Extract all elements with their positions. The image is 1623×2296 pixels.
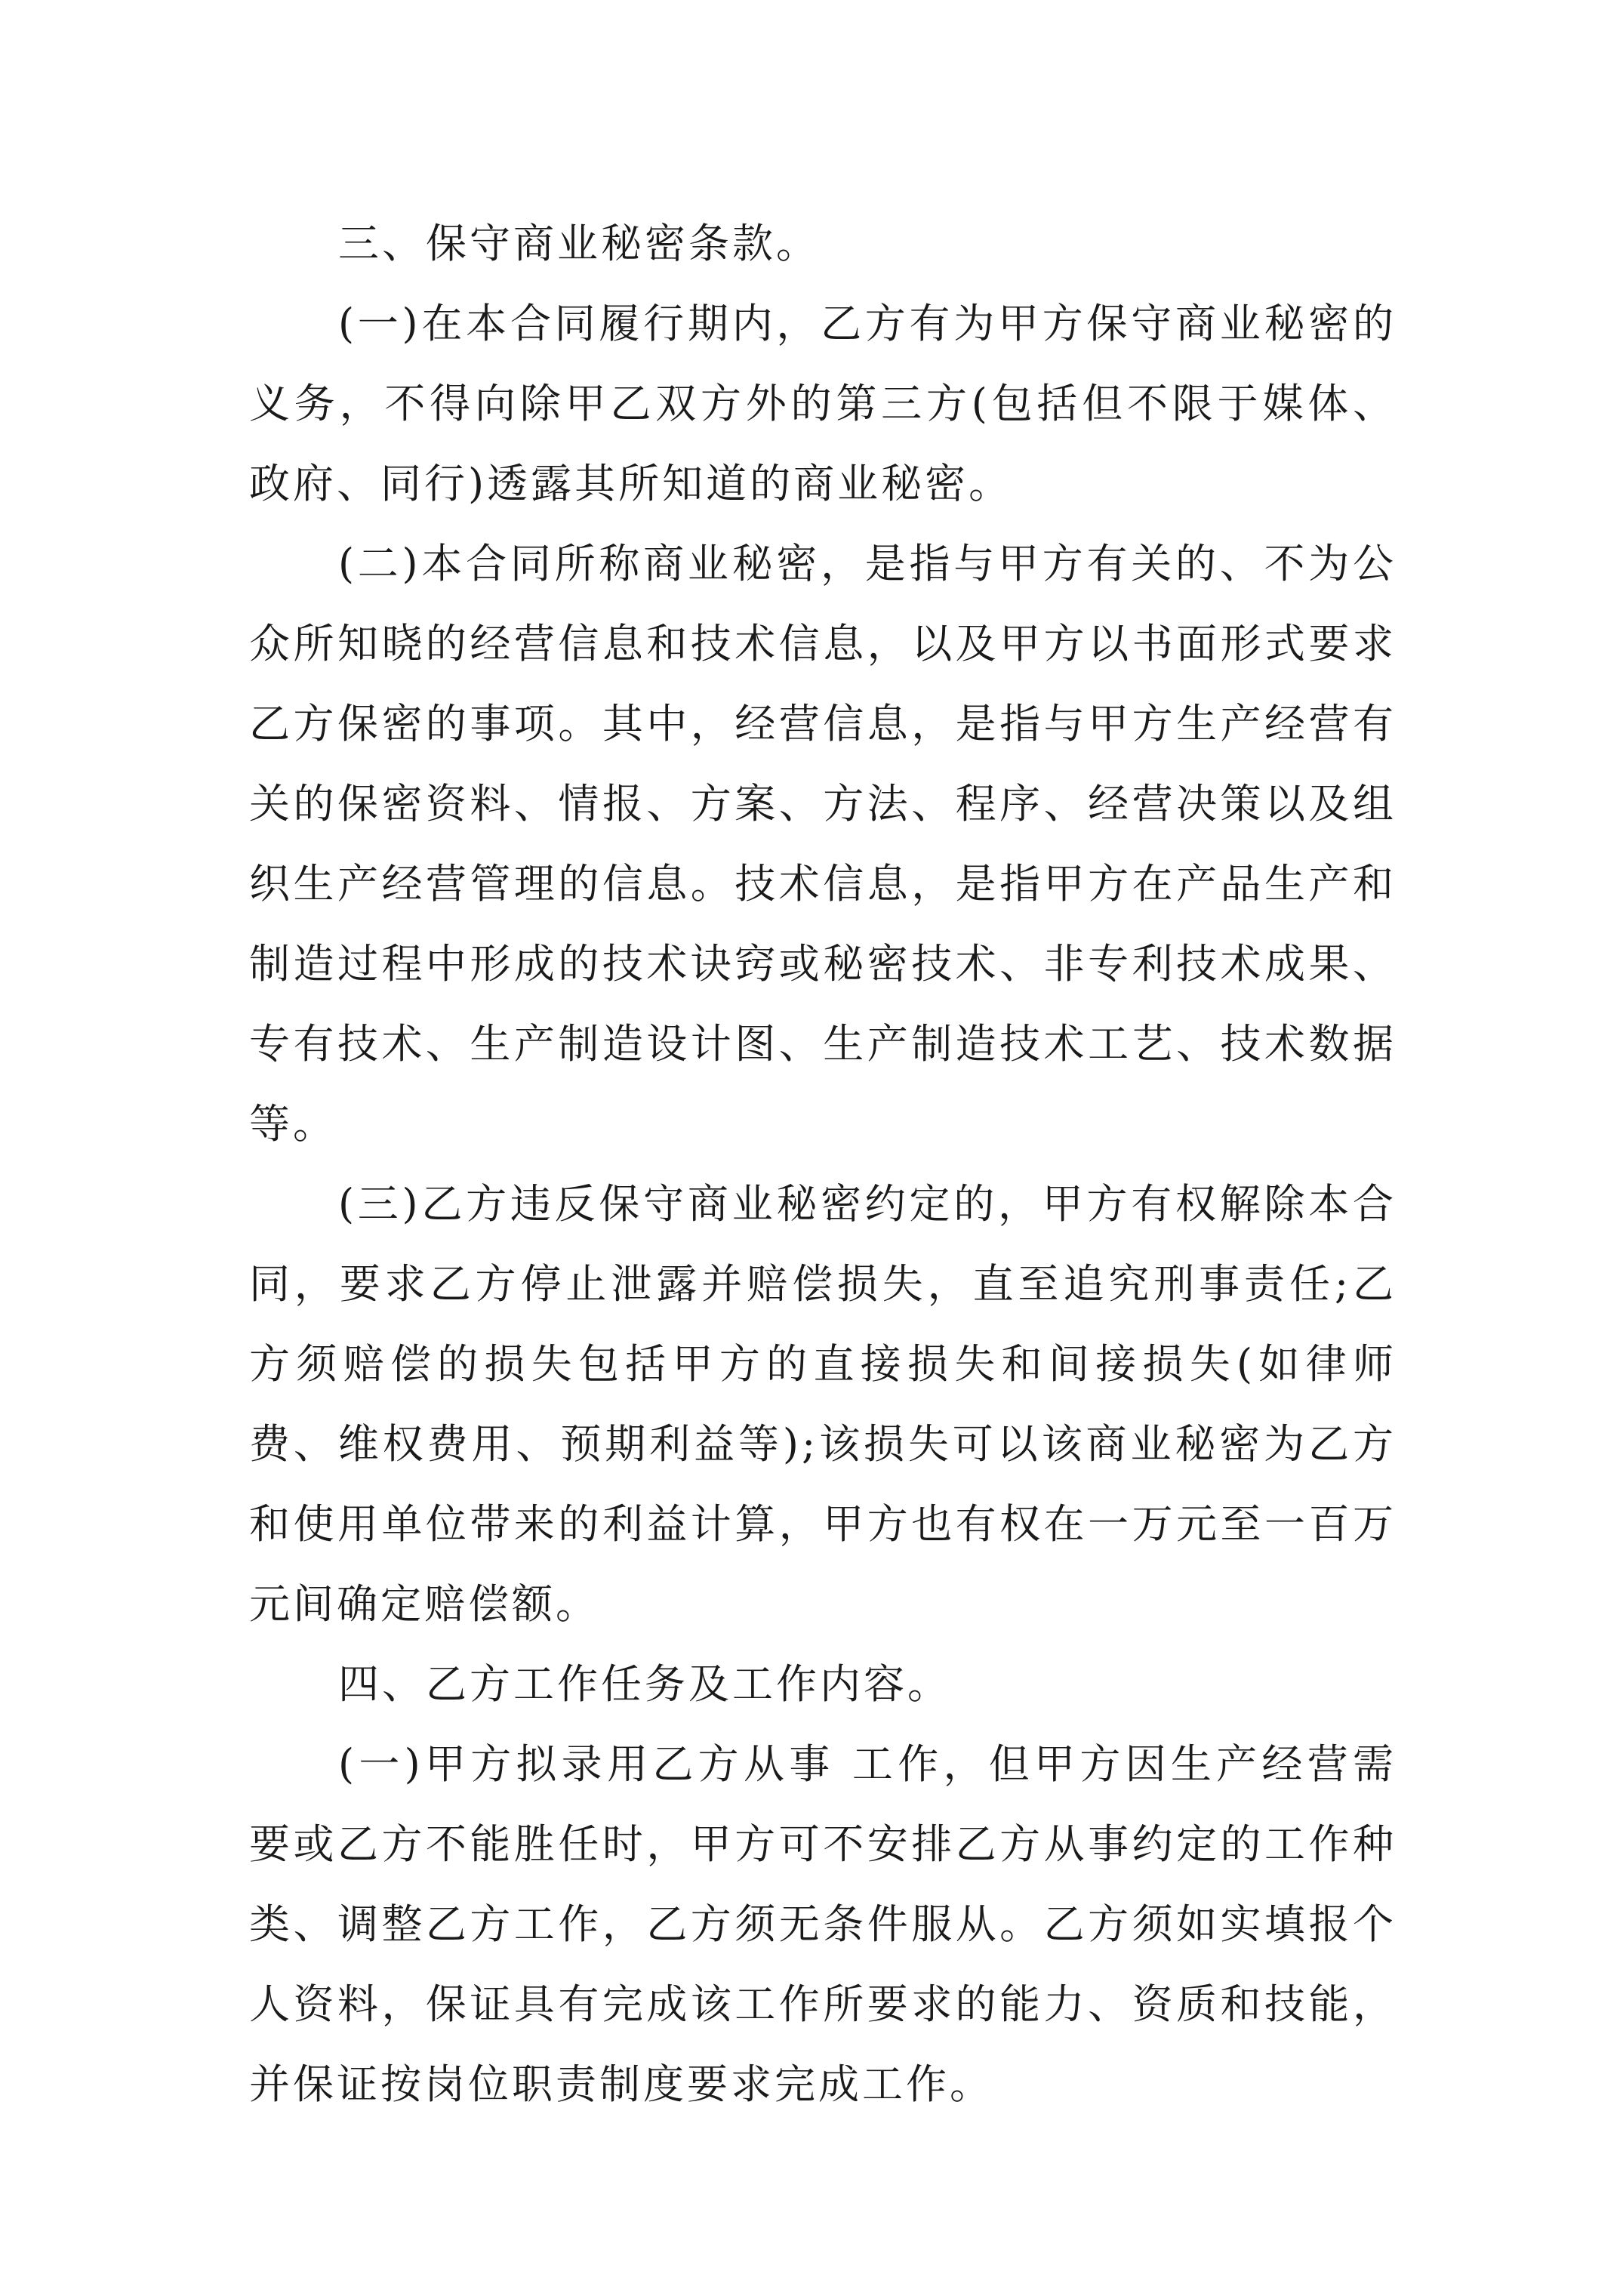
section-heading-confidentiality: 三、保守商业秘密条款。: [338, 220, 820, 267]
paragraph-confidentiality-obligation: (一)在本合同履行期内，乙方有为甲方保守商业秘密的义务，不得向除甲乙双方外的第三方(包括但不限于媒体、政府、同行)透露其所知道的商业秘密。: [249, 300, 1397, 507]
document-body: [249, 204, 1397, 2125]
paragraph-breach-liability: (三)乙方违反保守商业秘密约定的，甲方有权解除本合同，要求乙方停止泄露并赔偿损失，直至追究刑事责任;乙方须赔偿的损失包括甲方的直接损失和间接损失(如律师费、维权费用、预期利益等);该损失可以该商业秘密为乙方和使用单位带来的利益计算，甲方也有权在一万元至一百万元间确定赔偿额。: [249, 1180, 1397, 1628]
paragraph-work-assignment: (一)甲方拟录用乙方从事 工作，但甲方因生产经营需要或乙方不能胜任时，甲方可不安排乙方从事约定的工作种类、调整乙方工作，乙方须无条件服从。乙方须如实填报个人资料，保证具有完成该工作所要求的能力、资质和技能，并保证按岗位职责制度要求完成工作。: [249, 1740, 1397, 2108]
paragraph-trade-secret-definition: (二)本合同所称商业秘密，是指与甲方有关的、不为公众所知晓的经营信息和技术信息，以及甲方以书面形式要求乙方保密的事项。其中，经营信息，是指与甲方生产经营有关的保密资料、情报、方案、方法、程序、经营决策以及组织生产经营管理的信息。技术信息，是指甲方在产品生产和制造过程中形成的技术诀窍或秘密技术、非专利技术成果、专有技术、生产制造设计图、生产制造技术工艺、技术数据等。: [249, 540, 1397, 1148]
section-heading-work-tasks: 四、乙方工作任务及工作内容。: [338, 1660, 951, 1708]
